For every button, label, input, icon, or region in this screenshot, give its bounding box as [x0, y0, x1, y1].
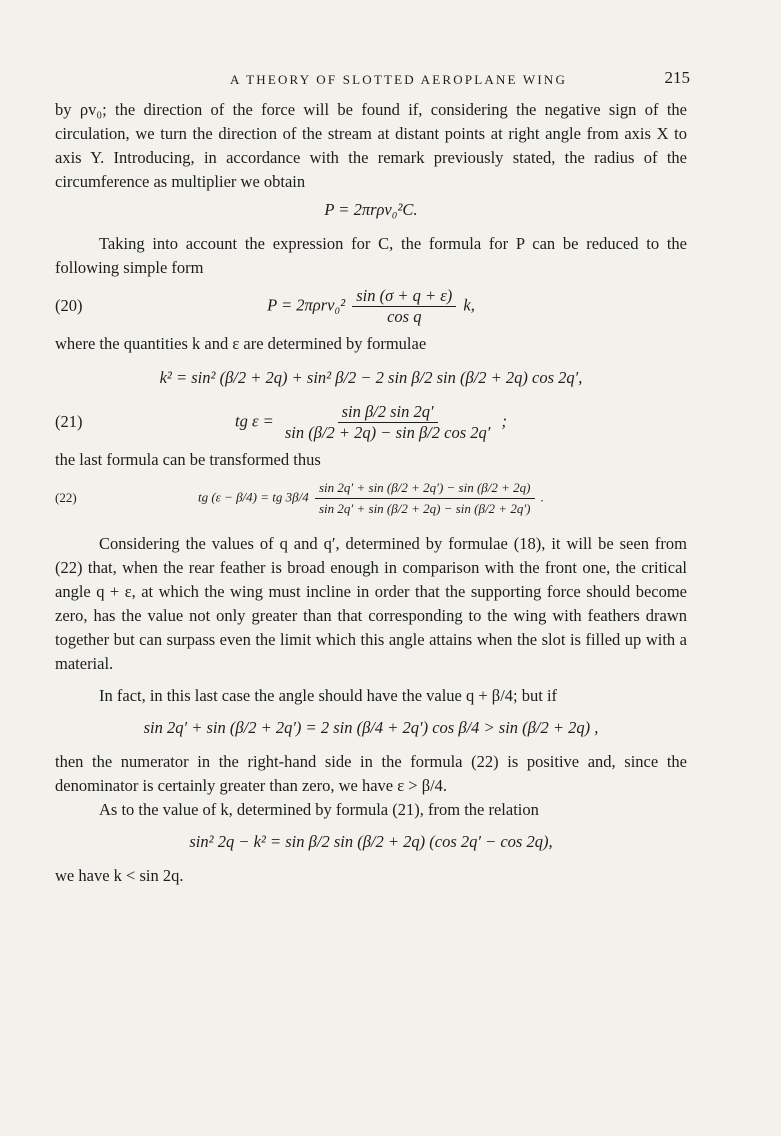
equation-p: P = 2πrρv₀²C. [324, 200, 418, 219]
paragraph: Taking into account the expression for C, the formula for P can be reduced to the following simple form [55, 234, 687, 277]
running-title: A THEORY OF SLOTTED AEROPLANE WING [230, 72, 568, 87]
paragraph: where the quantities k and ε are determined by formulae [55, 334, 427, 353]
equation-21a: k² = sin² (β/2 + 2q) + sin² β/2 − 2 sin β/2 sin (β/2 + 2q) cos 2q′, [159, 368, 583, 387]
equation-lhs: tg (ε − β/4) = tg 3β/4 [197, 488, 309, 504]
paragraph: Considering the values of q and q′, determined by formulae (18), it will be seen from (22) that, when the rear feather is broad enough in comparison with the front one, the critical angle q + ε, at which the wing must incline in order that the supporting force should become zero, has the value not only greater than that corresponding to the wing with feathers drawn together but can surpass even the limit which this angle attains when the slot is filled up with a material. [55, 534, 687, 673]
fraction [352, 286, 456, 327]
equation-22 [55, 476, 687, 520]
equation-label: (20) [55, 296, 83, 315]
equation-tail: ; [501, 410, 507, 430]
equation-relation: sin² 2q − k² = sin β/2 sin (β/2 + 2q) (cos 2q′ − cos 2q), [189, 832, 553, 851]
equation-label: (22) [55, 490, 77, 505]
fraction-numerator: sin β/2 sin 2q′ [338, 402, 438, 423]
page-header [230, 68, 690, 96]
fraction-numerator: sin (σ + q + ε) [352, 286, 456, 307]
fraction [281, 402, 494, 443]
paragraph: we have k < sin 2q. [55, 866, 184, 885]
equation-inequality: sin 2q′ + sin (β/2 + 2q′) = 2 sin (β/4 + 2q′) cos β/4 > sin (β/2 + 2q) , [143, 718, 599, 737]
equation-lhs: P = 2πρrv₀² [267, 294, 346, 314]
page-number: 215 [664, 68, 690, 87]
equation-label: (21) [55, 412, 83, 431]
equation-tail: k, [463, 294, 475, 314]
paragraph: In fact, in this last case the angle should have the value q + β/4; but if [99, 686, 558, 705]
fraction-denominator: cos q [387, 306, 422, 326]
equation-20 [55, 284, 687, 328]
paragraph: As to the value of k, determined by formula (21), from the relation [99, 800, 539, 819]
page-body [55, 98, 687, 888]
fraction [315, 478, 535, 519]
fraction-denominator: sin (β/2 + 2q) − sin β/2 cos 2q′ [284, 422, 491, 442]
paragraph: then the numerator in the right-hand side in the formula (22) is positive and, since the denominator is certainly greater than zero, we have ε > β/4. [55, 752, 687, 795]
equation-lhs: tg ε = [235, 410, 274, 430]
fraction-numerator: sin 2q′ + sin (β/2 + 2q′) − sin (β/2 + 2q) [315, 478, 535, 499]
paragraph: by ρv₀; the direction of the force will be found if, considering the negative sign of the circulation, we turn the direction of the stream at distant points at right angle from axis X to axis Y. Introducing, in accordance with the remark previously stated, the radius of the circumference as multiplier we obtain [55, 100, 687, 191]
fraction-denominator: sin 2q′ + sin (β/2 + 2q) − sin (β/2 + 2q′) [318, 500, 531, 516]
paragraph: the last formula can be transformed thus [55, 450, 321, 469]
equation-tail: . [540, 488, 544, 504]
equation-21 [55, 400, 687, 444]
